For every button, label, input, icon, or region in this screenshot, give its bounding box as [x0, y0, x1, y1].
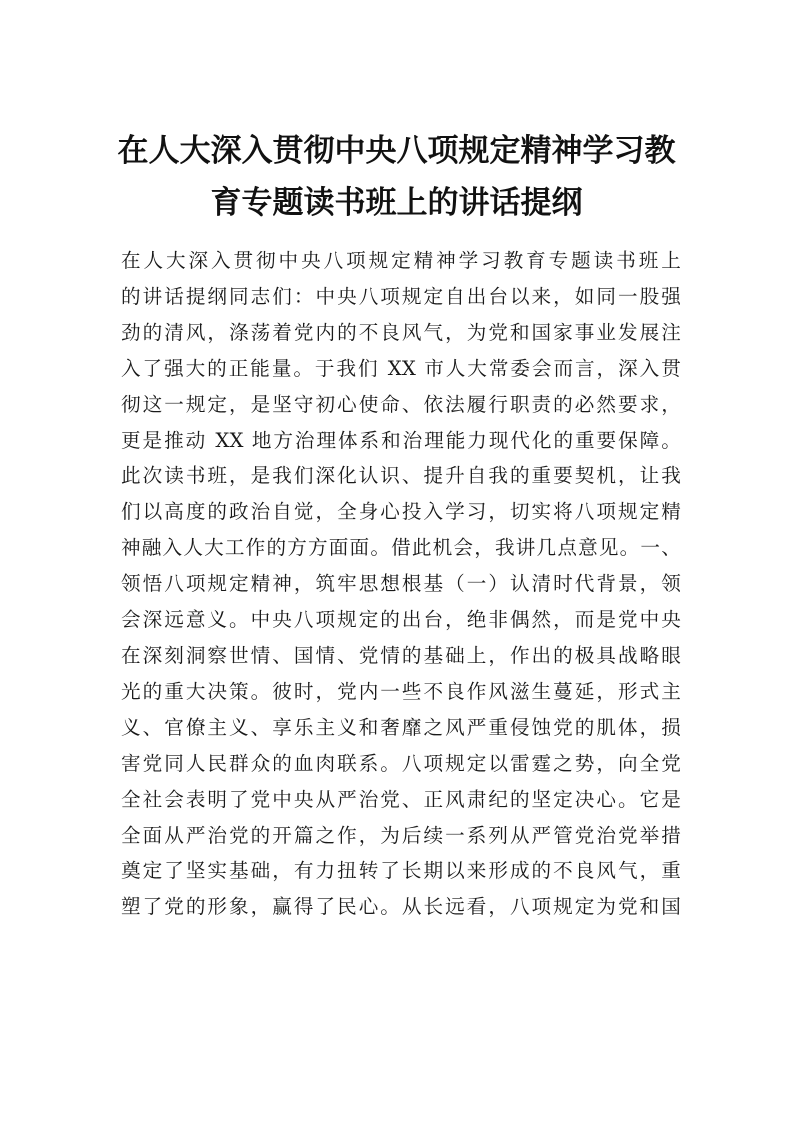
body-line: 奠定了坚实基础，有力扭转了长期以来形成的不良风气，重 [121, 859, 681, 883]
body-line: 害党同人民群众的血肉联系。八项规定以雷霆之势，向全党 [121, 751, 681, 775]
body-line: 塑了党的形象，赢得了民心。从长远看，八项规定为党和国 [121, 895, 681, 919]
body-line: 彻这一规定，是坚守初心使命、依法履行职责的必然要求， [121, 392, 681, 416]
body-line: 劲的清风，涤荡着党内的不良风气，为党和国家事业发展注 [121, 320, 681, 344]
body-line: 在人大深入贯彻中央八项规定精神学习教育专题读书班上 [121, 249, 681, 272]
document-title [110, 125, 683, 229]
body-line: 在深刻洞察世情、国情、党情的基础上，作出的极具战略眼 [121, 643, 681, 667]
body-line: 光的重大决策。彼时，党内一些不良作风滋生蔓延，形式主 [121, 679, 681, 703]
body-line: 义、官僚主义、享乐主义和奢靡之风严重侵蚀党的肌体，损 [121, 715, 681, 739]
body-line: 会深远意义。中央八项规定的出台，绝非偶然，而是党中央 [121, 608, 681, 632]
body-line: 此次读书班，是我们深化认识、提升自我的重要契机，让我 [121, 464, 681, 488]
body-paragraph [121, 243, 681, 925]
body-line: 全社会表明了党中央从严治党、正风肃纪的坚定决心。它是 [121, 787, 681, 811]
body-line: 更是推动 XX 地方治理体系和治理能力现代化的重要保障。 [121, 428, 681, 452]
body-line: 的讲话提纲同志们：中央八项规定自出台以来，如同一股强 [121, 284, 681, 308]
body-line: 们以高度的政治自觉，全身心投入学习，切实将八项规定精 [121, 500, 681, 524]
title-line: 在人大深入贯彻中央八项规定精神学习教 [117, 133, 676, 169]
body-line: 领悟八项规定精神，筑牢思想根基（一）认清时代背景，领 [121, 572, 681, 596]
title-line: 育专题读书班上的讲话提纲 [210, 185, 583, 221]
body-line: 全面从严治党的开篇之作，为后续一系列从严管党治党举措 [121, 823, 681, 847]
body-line: 入了强大的正能量。于我们 XX 市人大常委会而言，深入贯 [121, 356, 681, 380]
body-line: 神融入人大工作的方方面面。借此机会，我讲几点意见。一、 [121, 536, 681, 560]
